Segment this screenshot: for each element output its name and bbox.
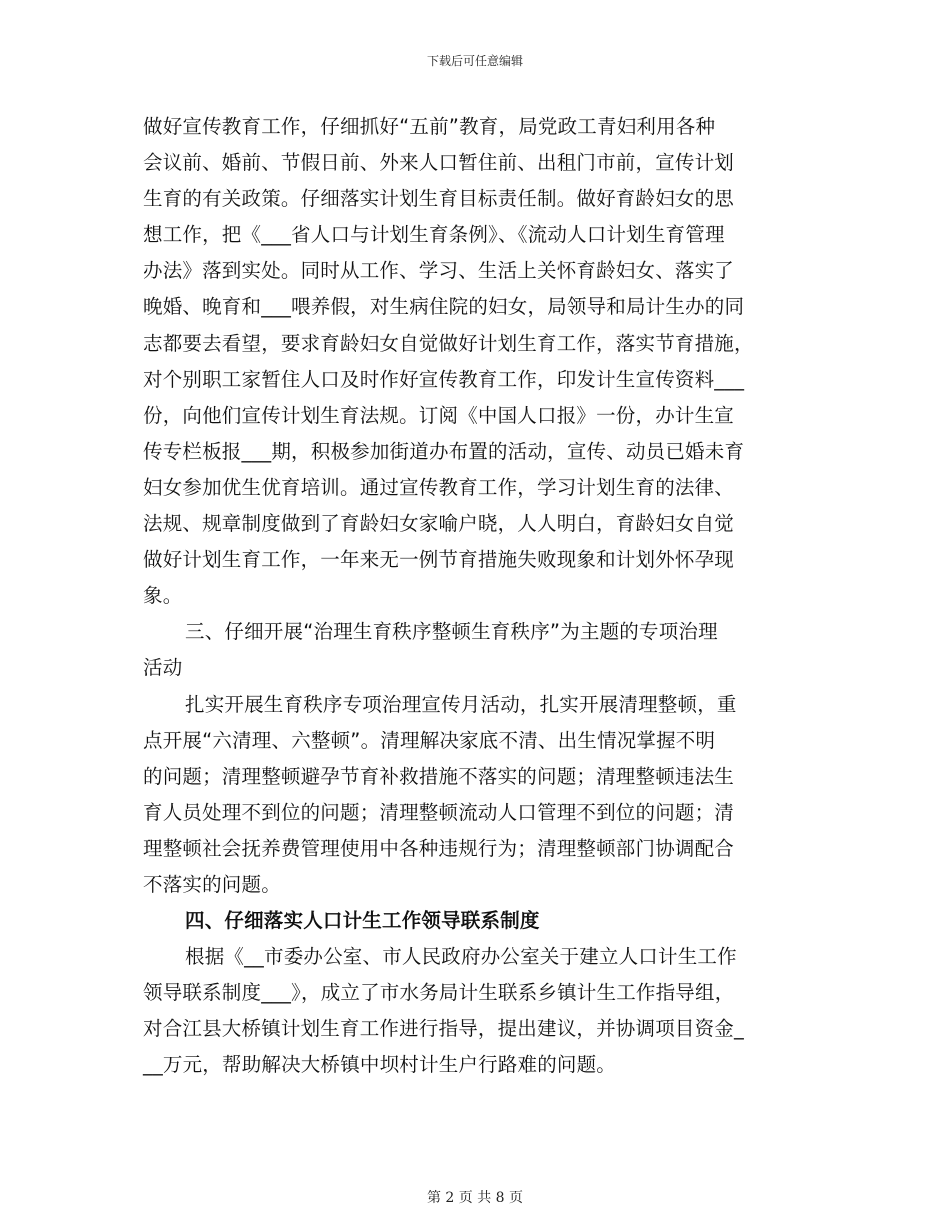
text-line: 根据《__市委办公室、市人民政府办公室关于建立人口计生工作 [185,945,737,969]
text-line: 想工作，把《___省人口与计划生育条例》、《流动人口计划生育管理 [143,223,725,247]
text-line: 象。 [143,584,183,608]
text-line: 三、仔细开展“治理生育秩序整顿生育秩序”为主题的专项治理 [185,620,718,644]
page-number-footer: 第 2 页 共 8 页 [426,1190,524,1206]
text-line: 做好计划生育工作，一年来无一例节育措施失败现象和计划外怀孕现 [143,548,735,572]
text-line: 不落实的问题。 [143,872,281,896]
document-body [143,109,807,1084]
text-line: 扎实开展生育秩序专项治理宣传月活动，扎实开展清理整顿，重 [185,692,737,716]
text-line: 会议前、婚前、节假日前、外来人口暂住前、出租门市前，宣传计划 [143,151,735,175]
text-line: 法规、规章制度做到了育龄妇女家喻户晓，人人明白，育龄妇女自觉 [143,512,735,536]
text-line: 份，向他们宣传计划生育法规。订阅《中国人口报》一份，办计生宣 [143,403,735,427]
text-line: 的问题；清理整顿避孕节育补救措施不落实的问题；清理整顿违法生 [143,764,735,788]
text-line: 点开展“六清理、六整顿”。清理解决家底不清、出生情况掌握不明 [143,728,716,752]
text-line: 晚婚、晚育和___喂养假，对生病住院的妇女，局领导和局计生办的同 [143,295,745,319]
text-line: 办法》落到实处。同时从工作、学习、生活上关怀育龄妇女、落实了 [143,259,735,283]
header-note: 下载后可任意编辑 [426,54,523,68]
text-line: __万元，帮助解决大桥镇中坝村计生户行路难的问题。 [143,1053,617,1077]
text-line: 传专栏板报___期，积极参加街道办布置的活动，宣传、动员已婚未育 [143,439,745,463]
section-heading: 四、仔细落实人口计生工作领导联系制度 [185,909,540,933]
text-line: 生育的有关政策。仔细落实计划生育目标责任制。做好育龄妇女的思 [143,187,735,211]
text-line: 做好宣传教育工作，仔细抓好“五前”教育，局党政工青妇利用各种 [143,115,716,138]
text-line: 领导联系制度___》，成立了市水务局计生联系乡镇计生工作指导组， [143,981,735,1005]
text-line: 对合江县大桥镇计划生育工作进行指导，提出建议，并协调项目资金_ [143,1017,744,1041]
text-line: 育人员处理不到位的问题；清理整顿流动人口管理不到位的问题；清 [143,800,735,824]
text-line: 志都要去看望，要求育龄妇女自觉做好计划生育工作，落实节育措施， [143,331,754,355]
text-line: 对个别职工家暂住人口及时作好宣传教育工作，印发计生宣传资料___ [143,367,745,391]
text-line: 妇女参加优生优育培训。通过宣传教育工作，学习计划生育的法律、 [143,475,735,499]
text-line: 理整顿社会抚养费管理使用中各种违规行为；清理整顿部门协调配合 [143,836,735,860]
text-line: 活动 [143,656,183,680]
